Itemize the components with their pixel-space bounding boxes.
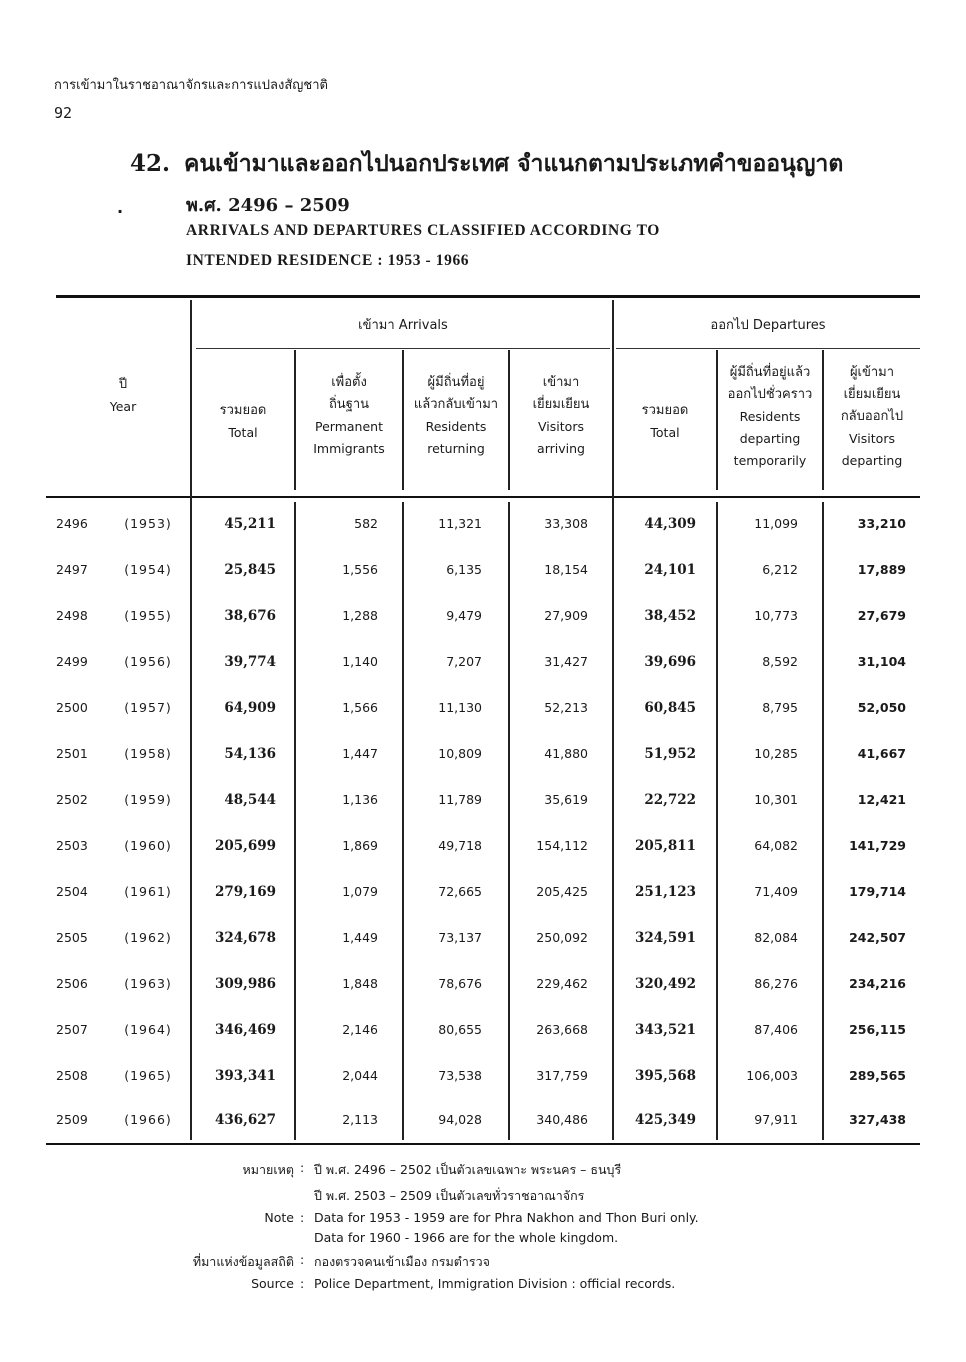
visitors-arriving-cell: 18,154 xyxy=(544,562,588,577)
note-label: Note xyxy=(264,1210,294,1225)
arrivals-total-cell: 279,169 xyxy=(214,884,276,900)
departures-total-cell: 38,452 xyxy=(644,608,696,624)
visarr-en-1: Visitors xyxy=(538,419,584,434)
resret-th-1: ผู้มีถิ่นที่อยู่ xyxy=(427,375,485,390)
arrivals-total-header xyxy=(192,400,294,444)
arrivals-total-cell: 309,986 xyxy=(214,976,276,992)
table-row xyxy=(0,976,966,1006)
residents-departing-cell: 82,084 xyxy=(754,930,798,945)
departures-total-cell: 425,349 xyxy=(634,1112,696,1128)
table-row xyxy=(0,930,966,960)
footnotes xyxy=(0,1160,966,1300)
visitors-arriving-cell: 31,427 xyxy=(544,654,588,669)
visitors-arriving-cell: 317,759 xyxy=(536,1068,588,1083)
residents-returning-cell: 10,809 xyxy=(438,746,482,761)
arrivals-total-cell: 54,136 xyxy=(224,746,276,762)
table-number: 42. xyxy=(130,150,171,177)
permanent-cell: 2,044 xyxy=(342,1068,378,1083)
residents-returning-cell: 11,130 xyxy=(438,700,482,715)
year-be: 2507 xyxy=(56,1022,88,1037)
year-ad: (1955) xyxy=(124,608,172,623)
year-ad: (1965) xyxy=(124,1068,172,1083)
departures-group-rule xyxy=(616,348,920,349)
visitors-arriving-cell: 154,112 xyxy=(536,838,588,853)
table-row xyxy=(0,746,966,776)
table-title-english-line1: ARRIVALS AND DEPARTURES CLASSIFIED ACCORDING TO xyxy=(186,222,660,239)
departures-total-cell: 51,952 xyxy=(644,746,696,762)
residents-departing-cell: 87,406 xyxy=(754,1022,798,1037)
year-be: 2500 xyxy=(56,700,88,715)
visarr-th-2: เยี่ยมเยียน xyxy=(532,397,590,412)
departures-total-cell: 395,568 xyxy=(634,1068,696,1084)
perm-en-2: Immigrants xyxy=(313,441,385,456)
source-label: Source xyxy=(251,1276,294,1291)
table-row xyxy=(0,1112,966,1142)
permanent-cell: 1,136 xyxy=(342,792,378,807)
departures-total-cell: 60,845 xyxy=(644,700,696,716)
departures-total-thai: รวมยอด xyxy=(641,403,689,418)
residents-departing-cell: 106,003 xyxy=(746,1068,798,1083)
visitors-departing-cell: 141,729 xyxy=(849,838,906,853)
residents-departing-cell: 8,795 xyxy=(762,700,798,715)
visdep-th-1: ผู้เข้ามา xyxy=(849,365,895,380)
residents-departing-cell: 8,592 xyxy=(762,654,798,669)
resdep-en-2: departing xyxy=(739,431,801,446)
arrivals-total-cell: 205,699 xyxy=(214,838,276,854)
permanent-cell: 582 xyxy=(354,516,378,531)
year-be: 2498 xyxy=(56,608,88,623)
year-ad: (1960) xyxy=(124,838,172,853)
residents-returning-cell: 49,718 xyxy=(438,838,482,853)
permanent-cell: 1,288 xyxy=(342,608,378,623)
arrivals-group-header: เข้ามา Arrivals xyxy=(358,318,448,333)
visarr-en-2: arriving xyxy=(537,441,585,456)
year-ad: (1957) xyxy=(124,700,172,715)
remark-line-2: ปี พ.ศ. 2503 – 2509 เป็นตัวเลขทั่วราชอาณาจักร xyxy=(314,1188,585,1203)
residents-departing-cell: 10,301 xyxy=(754,792,798,807)
visitors-departing-cell: 31,104 xyxy=(857,654,906,669)
source-colon: : xyxy=(300,1276,305,1291)
table-title-english-line2: INTENDED RESIDENCE : 1953 - 1966 xyxy=(186,252,470,269)
arrivals-total-cell: 393,341 xyxy=(214,1068,276,1084)
arrivals-total-cell: 48,544 xyxy=(224,792,276,808)
permanent-cell: 1,140 xyxy=(342,654,378,669)
resret-th-2: แล้วกลับเข้ามา xyxy=(413,397,499,412)
title-thai-text: คนเข้ามาและออกไปนอกประเทศ จำแนกตามประเภทคำขออนุญาต xyxy=(184,150,844,177)
permanent-cell: 1,848 xyxy=(342,976,378,991)
visitors-arriving-cell: 41,880 xyxy=(544,746,588,761)
departures-total-header xyxy=(614,400,716,444)
residents-departing-cell: 10,285 xyxy=(754,746,798,761)
visitors-arriving-cell: 27,909 xyxy=(544,608,588,623)
visitors-departing-cell: 12,421 xyxy=(857,792,906,807)
year-be: 2497 xyxy=(56,562,88,577)
visitors-arriving-cell: 263,668 xyxy=(536,1022,588,1037)
year-ad: (1956) xyxy=(124,654,172,669)
resdep-en-3: temporarily xyxy=(733,453,807,468)
residents-returning-cell: 80,655 xyxy=(438,1022,482,1037)
departures-group-header: ออกไป Departures xyxy=(710,318,826,333)
permanent-cell: 1,869 xyxy=(342,838,378,853)
table-row xyxy=(0,792,966,822)
visitors-departing-cell: 17,889 xyxy=(857,562,906,577)
year-ad: (1953) xyxy=(124,516,172,531)
permanent-cell: 2,113 xyxy=(342,1112,378,1127)
residents-departing-cell: 10,773 xyxy=(754,608,798,623)
table-row xyxy=(0,700,966,730)
visdep-th-2: เยี่ยมเยียน xyxy=(843,387,901,402)
visarr-th-1: เข้ามา xyxy=(542,375,580,390)
resdep-th-2: ออกไปชั่วคราว xyxy=(727,387,813,402)
remark-label: หมายเหตุ xyxy=(242,1162,294,1177)
arrivals-total-thai: รวมยอด xyxy=(219,403,267,418)
year-be: 2506 xyxy=(56,976,88,991)
year-header xyxy=(56,374,190,418)
residents-returning-cell: 73,137 xyxy=(438,930,482,945)
year-header-thai: ปี xyxy=(118,377,128,392)
visdep-en-2: departing xyxy=(841,453,903,468)
visitors-departing-header xyxy=(824,362,920,472)
visitors-departing-cell: 52,050 xyxy=(857,700,906,715)
residents-returning-cell: 94,028 xyxy=(438,1112,482,1127)
departures-total-cell: 39,696 xyxy=(644,654,696,670)
residents-departing-header xyxy=(718,362,822,472)
source-thai-text: กองตรวจคนเข้าเมือง กรมตำรวจ xyxy=(314,1254,490,1269)
arrivals-group-rule xyxy=(196,348,610,349)
departures-total-cell: 343,521 xyxy=(634,1022,696,1038)
note-line-2: Data for 1960 - 1966 are for the whole kingdom. xyxy=(314,1230,619,1245)
table-row xyxy=(0,1068,966,1098)
visitors-arriving-cell: 35,619 xyxy=(544,792,588,807)
visitors-departing-cell: 327,438 xyxy=(849,1112,906,1127)
year-be: 2509 xyxy=(56,1112,88,1127)
year-be: 2499 xyxy=(56,654,88,669)
note-line-1: Data for 1953 - 1959 are for Phra Nakhon and Thon Buri only. xyxy=(314,1210,699,1225)
visitors-departing-cell: 41,667 xyxy=(857,746,906,761)
year-ad: (1958) xyxy=(124,746,172,761)
year-ad: (1962) xyxy=(124,930,172,945)
residents-returning-cell: 78,676 xyxy=(438,976,482,991)
departures-total-cell: 251,123 xyxy=(634,884,696,900)
residents-departing-cell: 11,099 xyxy=(754,516,798,531)
table-row xyxy=(0,516,966,546)
year-ad: (1966) xyxy=(124,1112,172,1127)
resret-en-1: Residents xyxy=(425,419,487,434)
running-header: การเข้ามาในราชอาณาจักรและการแปลงสัญชาติ xyxy=(54,78,328,93)
visitors-arriving-cell: 33,308 xyxy=(544,516,588,531)
year-be: 2505 xyxy=(56,930,88,945)
year-ad: (1963) xyxy=(124,976,172,991)
arrivals-total-cell: 38,676 xyxy=(224,608,276,624)
perm-en-1: Permanent xyxy=(315,419,383,434)
visitors-departing-cell: 179,714 xyxy=(849,884,906,899)
table-row xyxy=(0,1022,966,1052)
departures-total-cell: 24,101 xyxy=(644,562,696,578)
year-be: 2504 xyxy=(56,884,88,899)
arrivals-total-english: Total xyxy=(228,425,258,440)
title-years-thai: พ.ศ. 2496 – 2509 xyxy=(186,195,350,216)
table-bottom-rule xyxy=(46,1143,920,1145)
departures-total-cell: 44,309 xyxy=(644,516,696,532)
visitors-departing-cell: 289,565 xyxy=(849,1068,906,1083)
permanent-cell: 2,146 xyxy=(342,1022,378,1037)
residents-returning-cell: 6,135 xyxy=(446,562,482,577)
year-be: 2501 xyxy=(56,746,88,761)
year-be: 2502 xyxy=(56,792,88,807)
visitors-arriving-cell: 205,425 xyxy=(536,884,588,899)
residents-departing-cell: 6,212 xyxy=(762,562,798,577)
source-english-text: Police Department, Immigration Division : official records. xyxy=(314,1276,676,1291)
residents-returning-cell: 7,207 xyxy=(446,654,482,669)
source-thai-colon: : xyxy=(300,1252,305,1267)
table-row xyxy=(0,884,966,914)
permanent-cell: 1,556 xyxy=(342,562,378,577)
resdep-en-1: Residents xyxy=(739,409,801,424)
page-number: 92 xyxy=(54,104,73,122)
visitors-arriving-cell: 250,092 xyxy=(536,930,588,945)
year-ad: (1954) xyxy=(124,562,172,577)
permanent-cell: 1,447 xyxy=(342,746,378,761)
arrivals-total-cell: 45,211 xyxy=(224,516,276,532)
visitors-departing-cell: 27,679 xyxy=(857,608,906,623)
resdep-th-1: ผู้มีถิ่นที่อยู่แล้ว xyxy=(729,365,811,380)
arrivals-total-cell: 25,845 xyxy=(224,562,276,578)
visitors-departing-cell: 256,115 xyxy=(849,1022,906,1037)
residents-departing-cell: 97,911 xyxy=(754,1112,798,1127)
table-row xyxy=(0,562,966,592)
residents-returning-header xyxy=(404,372,508,460)
year-be: 2503 xyxy=(56,838,88,853)
year-ad: (1964) xyxy=(124,1022,172,1037)
source-thai-label: ที่มาแห่งข้อมูลสถิติ xyxy=(192,1254,294,1269)
residents-departing-cell: 71,409 xyxy=(754,884,798,899)
remark-colon: : xyxy=(300,1160,305,1175)
visitors-departing-cell: 33,210 xyxy=(857,516,906,531)
bullet-dot: . xyxy=(117,198,124,217)
year-ad: (1959) xyxy=(124,792,172,807)
visdep-en-1: Visitors xyxy=(849,431,895,446)
year-header-english: Year xyxy=(109,399,137,414)
table-row xyxy=(0,654,966,684)
residents-returning-cell: 72,665 xyxy=(438,884,482,899)
visitors-arriving-cell: 340,486 xyxy=(536,1112,588,1127)
year-ad: (1961) xyxy=(124,884,172,899)
departures-total-cell: 205,811 xyxy=(634,838,696,854)
permanent-cell: 1,079 xyxy=(342,884,378,899)
visitors-arriving-cell: 229,462 xyxy=(536,976,588,991)
departures-total-cell: 22,722 xyxy=(644,792,696,808)
visitors-arriving-cell: 52,213 xyxy=(544,700,588,715)
departures-total-cell: 324,591 xyxy=(634,930,696,946)
permanent-cell: 1,449 xyxy=(342,930,378,945)
perm-th-2: ถิ่นฐาน xyxy=(328,397,370,412)
residents-departing-cell: 64,082 xyxy=(754,838,798,853)
table-row xyxy=(0,608,966,638)
departures-total-english: Total xyxy=(650,425,680,440)
residents-departing-cell: 86,276 xyxy=(754,976,798,991)
visitors-arriving-header xyxy=(510,372,612,460)
residents-returning-cell: 73,538 xyxy=(438,1068,482,1083)
arrivals-total-cell: 64,909 xyxy=(224,700,276,716)
header-bottom-rule xyxy=(46,496,920,498)
year-be: 2496 xyxy=(56,516,88,531)
year-be: 2508 xyxy=(56,1068,88,1083)
resret-en-2: returning xyxy=(427,441,485,456)
departures-total-cell: 320,492 xyxy=(634,976,696,992)
table-title-thai xyxy=(130,146,843,182)
note-colon: : xyxy=(300,1210,305,1225)
residents-returning-cell: 9,479 xyxy=(446,608,482,623)
arrivals-total-cell: 324,678 xyxy=(214,930,276,946)
permanent-cell: 1,566 xyxy=(342,700,378,715)
residents-returning-cell: 11,321 xyxy=(438,516,482,531)
visitors-departing-cell: 234,216 xyxy=(849,976,906,991)
arrivals-total-cell: 436,627 xyxy=(214,1112,276,1128)
visitors-departing-cell: 242,507 xyxy=(849,930,906,945)
visdep-th-3: กลับออกไป xyxy=(840,409,904,424)
permanent-immigrants-header xyxy=(296,372,402,460)
arrivals-total-cell: 346,469 xyxy=(214,1022,276,1038)
residents-returning-cell: 11,789 xyxy=(438,792,482,807)
perm-th-1: เพื่อตั้ง xyxy=(331,375,367,390)
table-top-rule xyxy=(56,295,920,298)
remark-line-1: ปี พ.ศ. 2496 – 2502 เป็นตัวเลขเฉพาะ พระนคร – ธนบุรี xyxy=(314,1162,622,1177)
arrivals-total-cell: 39,774 xyxy=(224,654,276,670)
table-row xyxy=(0,838,966,868)
